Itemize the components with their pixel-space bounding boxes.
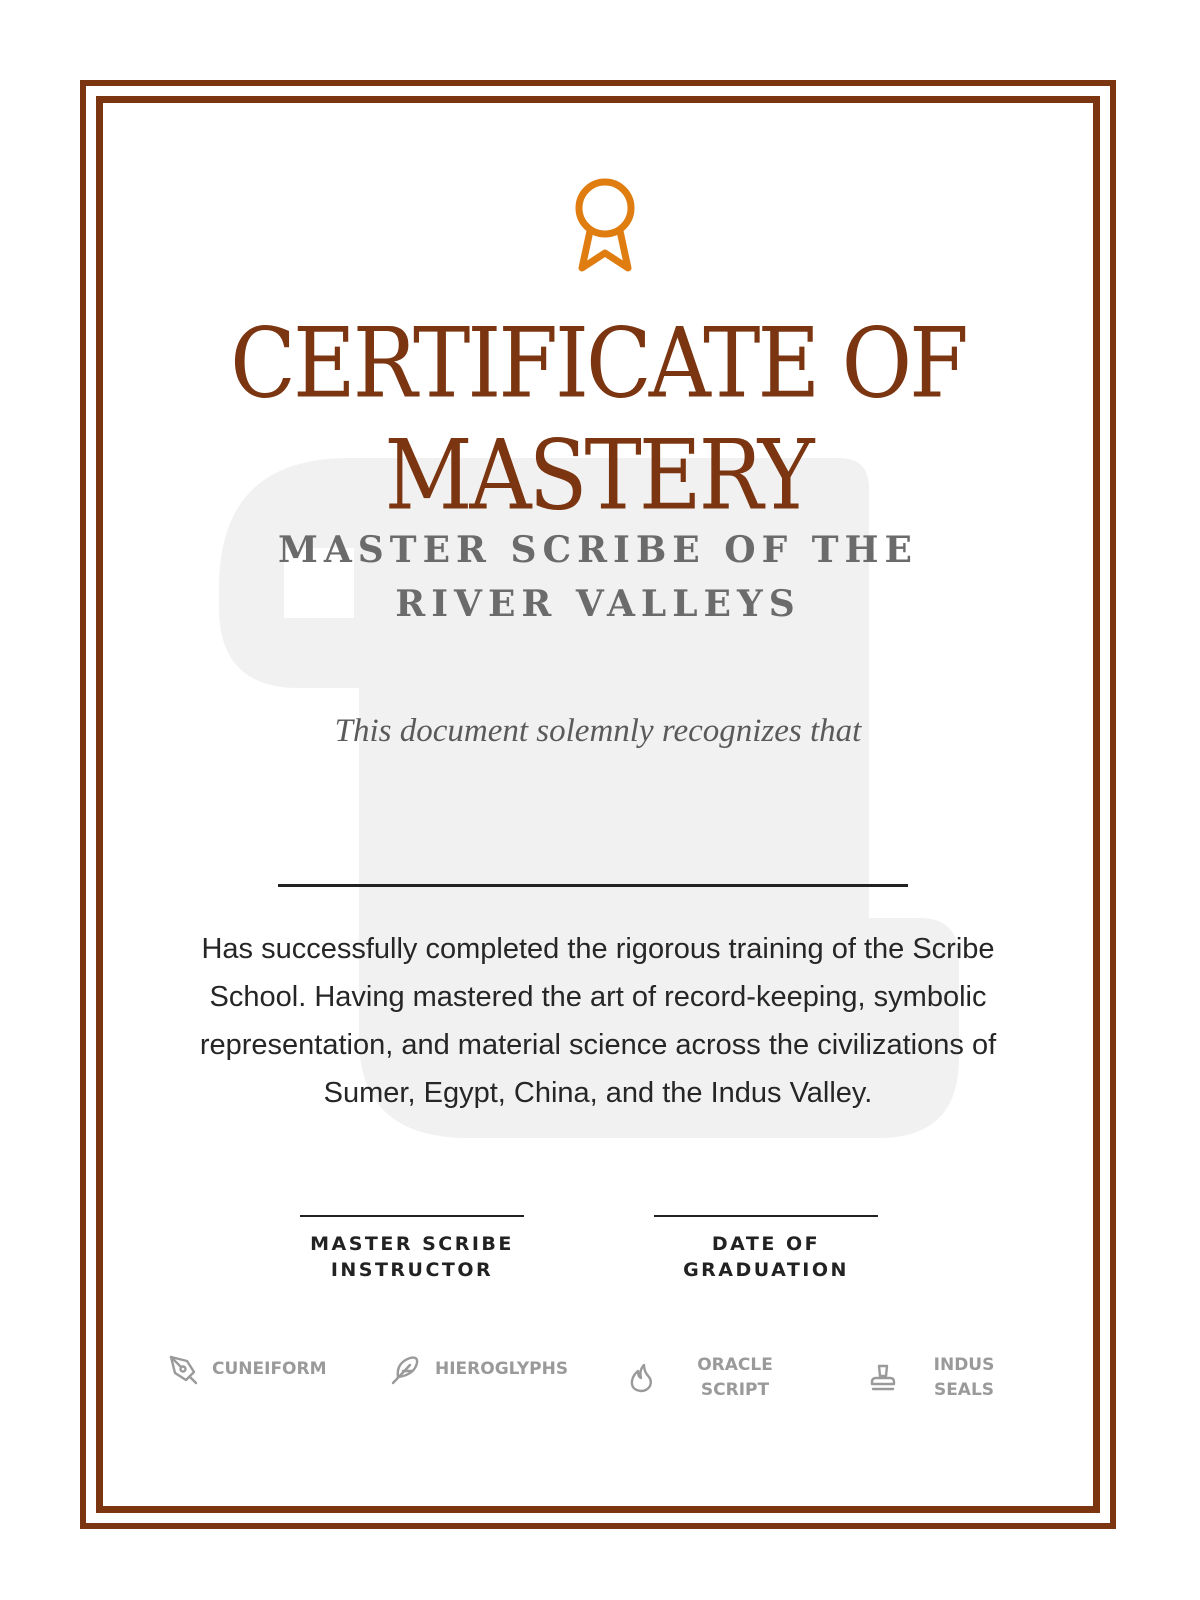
signature-label-date: DATE OF GRADUATION xyxy=(683,1233,849,1281)
flame-icon xyxy=(627,1362,655,1394)
stamp-icon xyxy=(867,1362,899,1394)
pen-nib-icon xyxy=(167,1353,199,1385)
footer-item-cuneiform xyxy=(167,1353,327,1385)
recipient-name-line xyxy=(278,884,908,887)
recognition-text: This document solemnly recognizes that xyxy=(334,713,862,749)
signature-line xyxy=(300,1215,524,1217)
graduation-date-block xyxy=(654,1215,878,1283)
certificate-content xyxy=(103,103,1093,1506)
feather-icon xyxy=(390,1353,422,1385)
certificate-title: CERTIFICATE OF MASTERY xyxy=(230,308,966,532)
footer-item-hieroglyphs xyxy=(390,1353,568,1385)
award-ribbon-icon xyxy=(570,175,640,275)
date-line xyxy=(654,1215,878,1217)
footer-label-indus-seals: INDUS SEALS xyxy=(933,1355,995,1400)
footer-label-hieroglyphs: HIEROGLYPHS xyxy=(435,1358,569,1379)
footer-label-cuneiform: CUNEIFORM xyxy=(212,1358,327,1379)
signature-label-instructor: MASTER SCRIBE INSTRUCTOR xyxy=(310,1233,514,1281)
instructor-signature-block xyxy=(300,1215,524,1283)
certificate-body-text: Has successfully completed the rigorous training of the Scribe School. Having mastered the art of record-keeping, symbolic representation, and material science across the civilizations of Sumer, Egypt, China, and the Indus Valley. xyxy=(199,933,997,1109)
footer-label-oracle-script: ORACLE SCRIPT xyxy=(697,1355,773,1400)
footer-item-indus-seals xyxy=(867,1353,995,1403)
certificate-subtitle: MASTER SCRIBE OF THE RIVER VALLEYS xyxy=(278,529,918,625)
footer-item-oracle-script xyxy=(627,1353,785,1403)
